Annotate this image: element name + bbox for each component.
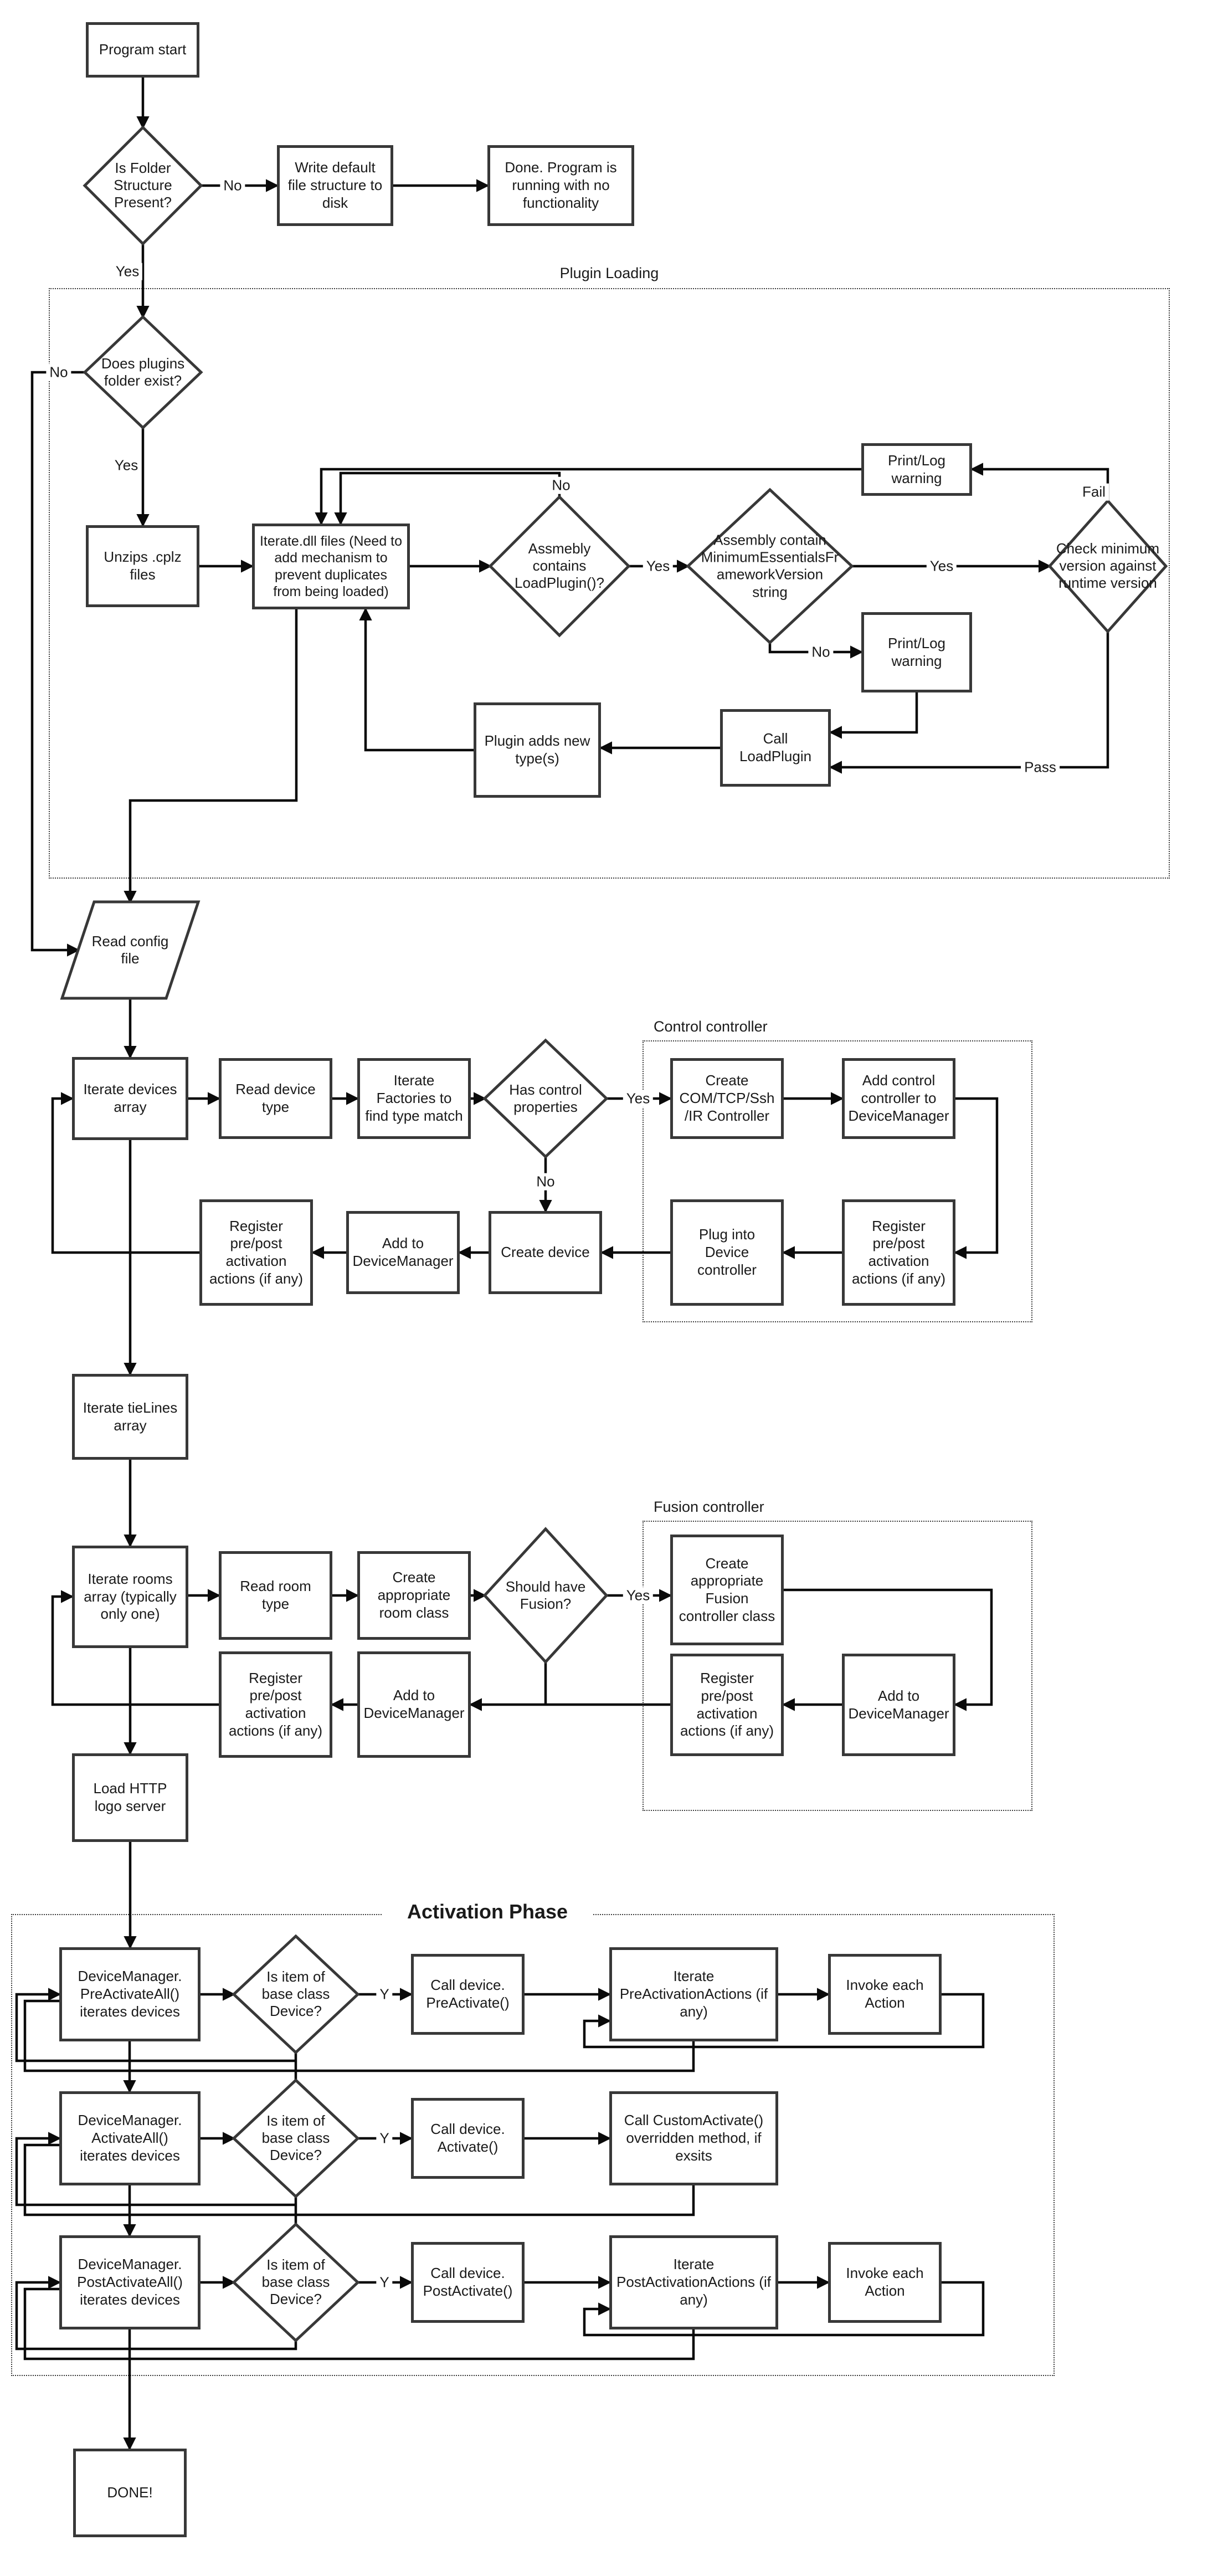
- edge-iterate-readconfig: [130, 609, 296, 902]
- node-rooms-add-to-devicemanager: Add to DeviceManager: [357, 1651, 471, 1758]
- node-call-activate: Call device. Activate(): [411, 2098, 525, 2179]
- node-fusion-add-to-devicemanager: Add to DeviceManager: [842, 1654, 955, 1756]
- node-iterate-devices: Iterate devices array: [72, 1057, 188, 1140]
- node-iterate-factories: Iterate Factories to find type match: [357, 1058, 471, 1139]
- node-printlog-warning-1: Print/Log warning: [861, 443, 972, 496]
- node-done: DONE!: [73, 2449, 187, 2537]
- node-create-room-class: Create appropriate room class: [357, 1551, 471, 1640]
- label-diamond-base-class-2: Is item of base class Device?: [261, 2112, 330, 2164]
- node-iterate-postactivationactions: Iterate PostActivationActions (if any): [609, 2235, 778, 2329]
- edge-label-yes-control: Yes: [623, 1090, 653, 1107]
- node-create-device: Create device: [489, 1211, 602, 1294]
- node-devicemanager-postactivateall: DeviceManager. PostActivateAll() iterates devices: [59, 2235, 201, 2329]
- node-program-start: Program start: [86, 22, 199, 78]
- label-diamond-should-fusion: Should have Fusion?: [505, 1578, 586, 1612]
- group-title-plugin-loading: Plugin Loading: [559, 265, 659, 281]
- edge-label-yes-fusion: Yes: [623, 1587, 653, 1604]
- edge-label-yes-folder: Yes: [112, 263, 142, 280]
- node-register-actions-device: Register pre/post activation actions (if any): [199, 1199, 313, 1306]
- group-title-fusion-controller: Fusion controller: [654, 1499, 764, 1515]
- edge-label-y1: Y: [376, 1986, 392, 2003]
- node-iterate-preactivationactions: Iterate PreActivationActions (if any): [609, 1947, 778, 2041]
- node-iterate-tielines: Iterate tieLines array: [72, 1374, 188, 1460]
- node-register-actions-control: Register pre/post activation actions (if any): [842, 1199, 955, 1306]
- node-unzips-cplz: Unzips .cplz files: [86, 525, 199, 607]
- node-printlog-warning-2: Print/Log warning: [861, 612, 972, 692]
- group-title-control-controller: Control controller: [654, 1018, 768, 1035]
- node-done-no-functionality: Done. Program is running with no functionality: [487, 145, 634, 226]
- edge-label-no-plugins: No: [46, 364, 71, 381]
- node-plug-into-device-controller: Plug into Device controller: [670, 1199, 784, 1306]
- node-devicemanager-preactivateall: DeviceManager. PreActivateAll() iterates devices: [59, 1947, 201, 2041]
- label-diamond-plugins-folder: Does plugins folder exist?: [101, 355, 185, 389]
- edge-plugins-no: [32, 372, 85, 950]
- node-iterate-rooms: Iterate rooms array (typically only one): [72, 1546, 188, 1648]
- edge-label-no-control: No: [533, 1173, 558, 1190]
- node-invoke-each-action-2: Invoke each Action: [828, 2242, 942, 2323]
- node-call-customactivate: Call CustomActivate() overridden method, if exsits: [609, 2091, 778, 2185]
- node-plugin-adds-types: Plugin adds new type(s): [474, 702, 601, 798]
- edge-addctrl-register: [955, 1099, 997, 1253]
- node-iterate-dll: Iterate.dll files (Need to add mechanism to prevent duplicates from being loaded): [252, 524, 410, 609]
- node-write-default: Write default file structure to disk: [277, 145, 393, 226]
- label-diamond-has-control: Has control properties: [509, 1081, 582, 1115]
- edge-label-fail: Fail: [1079, 484, 1109, 501]
- node-fusion-register-actions: Register pre/post activation actions (if any): [670, 1654, 784, 1756]
- label-diamond-folder-structure: Is Folder Structure Present?: [114, 160, 172, 211]
- label-diamond-contains-loadplugin: Assmebly contains LoadPlugin()?: [515, 540, 604, 592]
- node-create-com-controller: Create COM/TCP/Ssh /IR Controller: [670, 1058, 784, 1139]
- edge-label-yes-plugins: Yes: [111, 457, 141, 474]
- edge-label-y2: Y: [376, 2130, 392, 2147]
- node-add-control-controller: Add control controller to DeviceManager: [842, 1058, 955, 1139]
- edge-printlog2-call: [831, 692, 917, 732]
- node-create-fusion-controller: Create appropriate Fusion controller class: [670, 1535, 784, 1645]
- node-call-loadplugin: Call LoadPlugin: [720, 709, 831, 787]
- node-add-to-devicemanager: Add to DeviceManager: [346, 1211, 460, 1294]
- label-read-config-file: Read config file: [91, 932, 169, 967]
- edge-label-yes-minver: Yes: [927, 558, 957, 575]
- label-diamond-base-class-1: Is item of base class Device?: [261, 1968, 330, 2020]
- edge-pluginadds-iterate: [366, 609, 474, 750]
- edge-loadplugin-no: [341, 473, 559, 524]
- label-diamond-min-version-string: Assembly contain MinimumEssentialsFrameworkVersion string: [701, 531, 839, 601]
- edge-label-no-minver: No: [808, 644, 833, 661]
- label-diamond-base-class-3: Is item of base class Device?: [261, 2256, 330, 2308]
- node-call-postactivate: Call device. PostActivate(): [411, 2242, 525, 2323]
- node-devicemanager-activateall: DeviceManager. ActivateAll() iterates devices: [59, 2091, 201, 2185]
- edge-label-no-loadplugin: No: [548, 477, 573, 494]
- edge-label-yes-loadplugin: Yes: [643, 558, 673, 575]
- edge-label-no-folder: No: [220, 177, 245, 194]
- node-invoke-each-action-1: Invoke each Action: [828, 1954, 942, 2035]
- node-read-room-type: Read room type: [219, 1551, 332, 1640]
- node-call-preactivate: Call device. PreActivate(): [411, 1954, 525, 2035]
- group-title-activation-phase: Activation Phase: [382, 1900, 593, 1923]
- edge-label-y3: Y: [376, 2274, 392, 2291]
- node-load-http-logo-server: Load HTTP logo server: [72, 1753, 188, 1842]
- node-read-device-type: Read device type: [219, 1058, 332, 1139]
- node-rooms-register-actions: Register pre/post activation actions (if any): [219, 1651, 332, 1758]
- edge-label-pass: Pass: [1021, 759, 1060, 776]
- label-diamond-check-version: Check minimum version against runtime version: [1056, 540, 1160, 592]
